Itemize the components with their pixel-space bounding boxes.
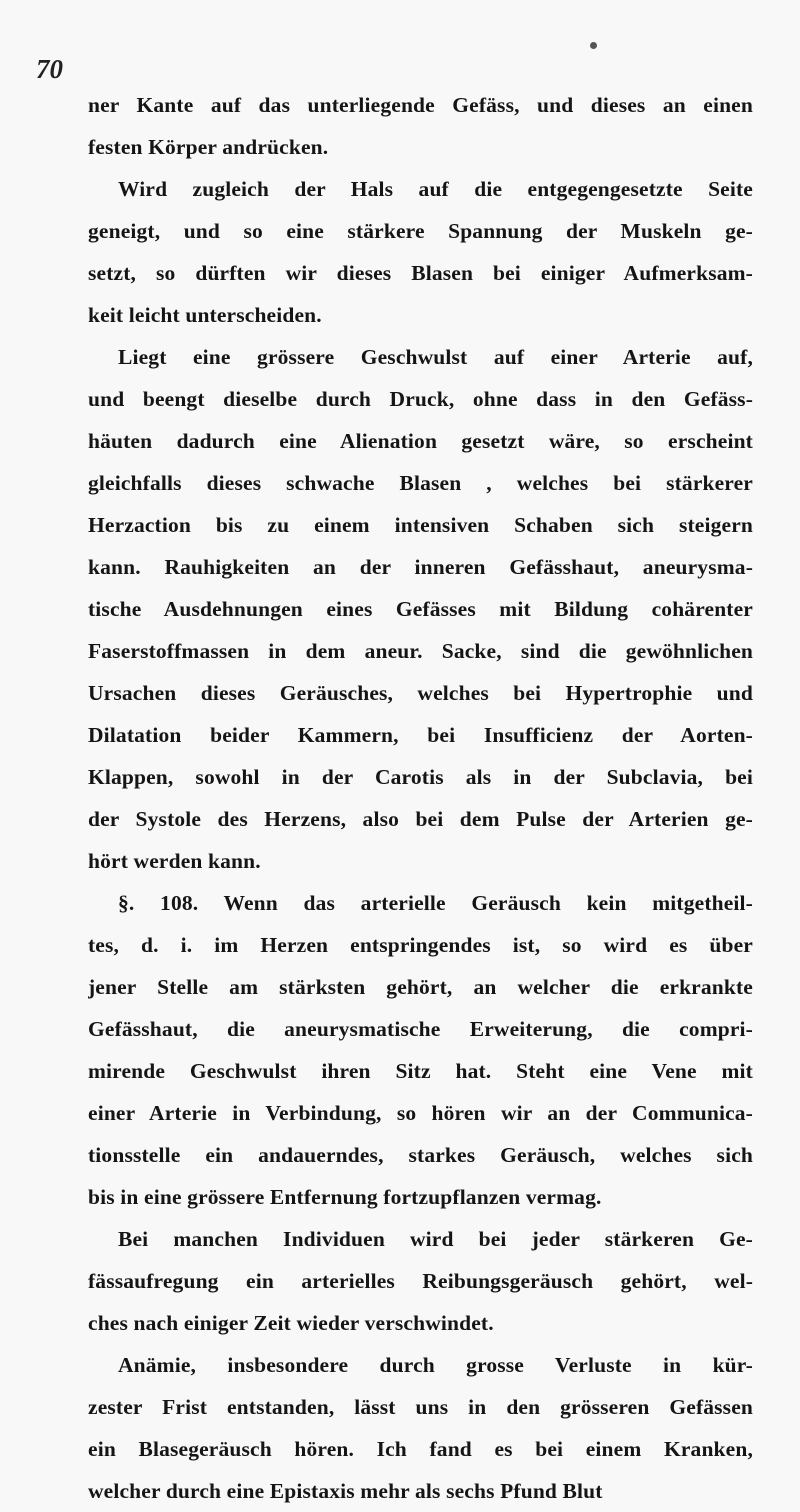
text-line: welcher durch eine Epistaxis mehr als sechs Pfund Blut — [88, 1479, 603, 1503]
text-line: Bei manchen Individuen wird bei jeder stärkeren Ge- — [118, 1227, 753, 1251]
text-line: §. 108. Wenn das arterielle Geräusch kein mitgetheil- — [118, 891, 753, 915]
text-line: und beengt dieselbe durch Druck, ohne dass in den Gefäss- — [88, 387, 753, 411]
text-line: hört werden kann. — [88, 849, 261, 873]
text-line: ner Kante auf das unterliegende Gefäss, und dieses an einen — [88, 93, 753, 117]
text-line: häuten dadurch eine Alienation gesetzt wäre, so erscheint — [88, 429, 753, 453]
text-line: der Systole des Herzens, also bei dem Pulse der Arterien ge- — [88, 807, 753, 831]
text-line: fässaufregung ein arterielles Reibungsgeräusch gehört, wel- — [88, 1269, 753, 1293]
text-line: einer Arterie in Verbindung, so hören wir an der Communica- — [88, 1101, 753, 1125]
text-line: Gefässhaut, die aneurysmatische Erweiterung, die compri- — [88, 1017, 753, 1041]
text-line: festen Körper andrücken. — [88, 135, 329, 159]
page-number: 70 — [36, 54, 63, 84]
text-line: setzt, so dürften wir dieses Blasen bei einiger Aufmerksam- — [88, 261, 753, 285]
text-line: geneigt, und so eine stärkere Spannung der Muskeln ge- — [88, 219, 753, 243]
text-line: Liegt eine grössere Geschwulst auf einer Arterie auf, — [118, 345, 753, 369]
body-text — [88, 84, 753, 1512]
text-line: Faserstoffmassen in dem aneur. Sacke, sind die gewöhnlichen — [88, 639, 753, 663]
text-line: Dilatation beider Kammern, bei Insufficienz der Aorten- — [88, 723, 753, 747]
text-line: tionsstelle ein andauerndes, starkes Geräusch, welches sich — [88, 1143, 753, 1167]
text-line: gleichfalls dieses schwache Blasen , welches bei stärkerer — [88, 471, 753, 495]
text-line: keit leicht unterscheiden. — [88, 303, 322, 327]
text-line: Wird zugleich der Hals auf die entgegengesetzte Seite — [118, 177, 753, 201]
text-line: zester Frist entstanden, lässt uns in den grösseren Gefässen — [88, 1395, 753, 1419]
ink-speck — [590, 42, 597, 49]
text-line: jener Stelle am stärksten gehört, an welcher die erkrankte — [88, 975, 753, 999]
text-line: mirende Geschwulst ihren Sitz hat. Steht eine Vene mit — [88, 1059, 753, 1083]
text-line: tische Ausdehnungen eines Gefässes mit Bildung cohärenter — [88, 597, 753, 621]
text-line: kann. Rauhigkeiten an der inneren Gefässhaut, aneurysma- — [88, 555, 753, 579]
text-line: Anämie, insbesondere durch grosse Verluste in kür- — [118, 1353, 753, 1377]
text-line: ches nach einiger Zeit wieder verschwindet. — [88, 1311, 494, 1335]
text-line: Ursachen dieses Geräusches, welches bei Hypertrophie und — [88, 681, 753, 705]
text-line: Klappen, sowohl in der Carotis als in der Subclavia, bei — [88, 765, 753, 789]
text-line: tes, d. i. im Herzen entspringendes ist, so wird es über — [88, 933, 753, 957]
text-line: Herzaction bis zu einem intensiven Schaben sich steigern — [88, 513, 753, 537]
text-line: ein Blasegeräusch hören. Ich fand es bei einem Kranken, — [88, 1437, 753, 1461]
text-line: bis in eine grössere Entfernung fortzupflanzen vermag. — [88, 1185, 602, 1209]
